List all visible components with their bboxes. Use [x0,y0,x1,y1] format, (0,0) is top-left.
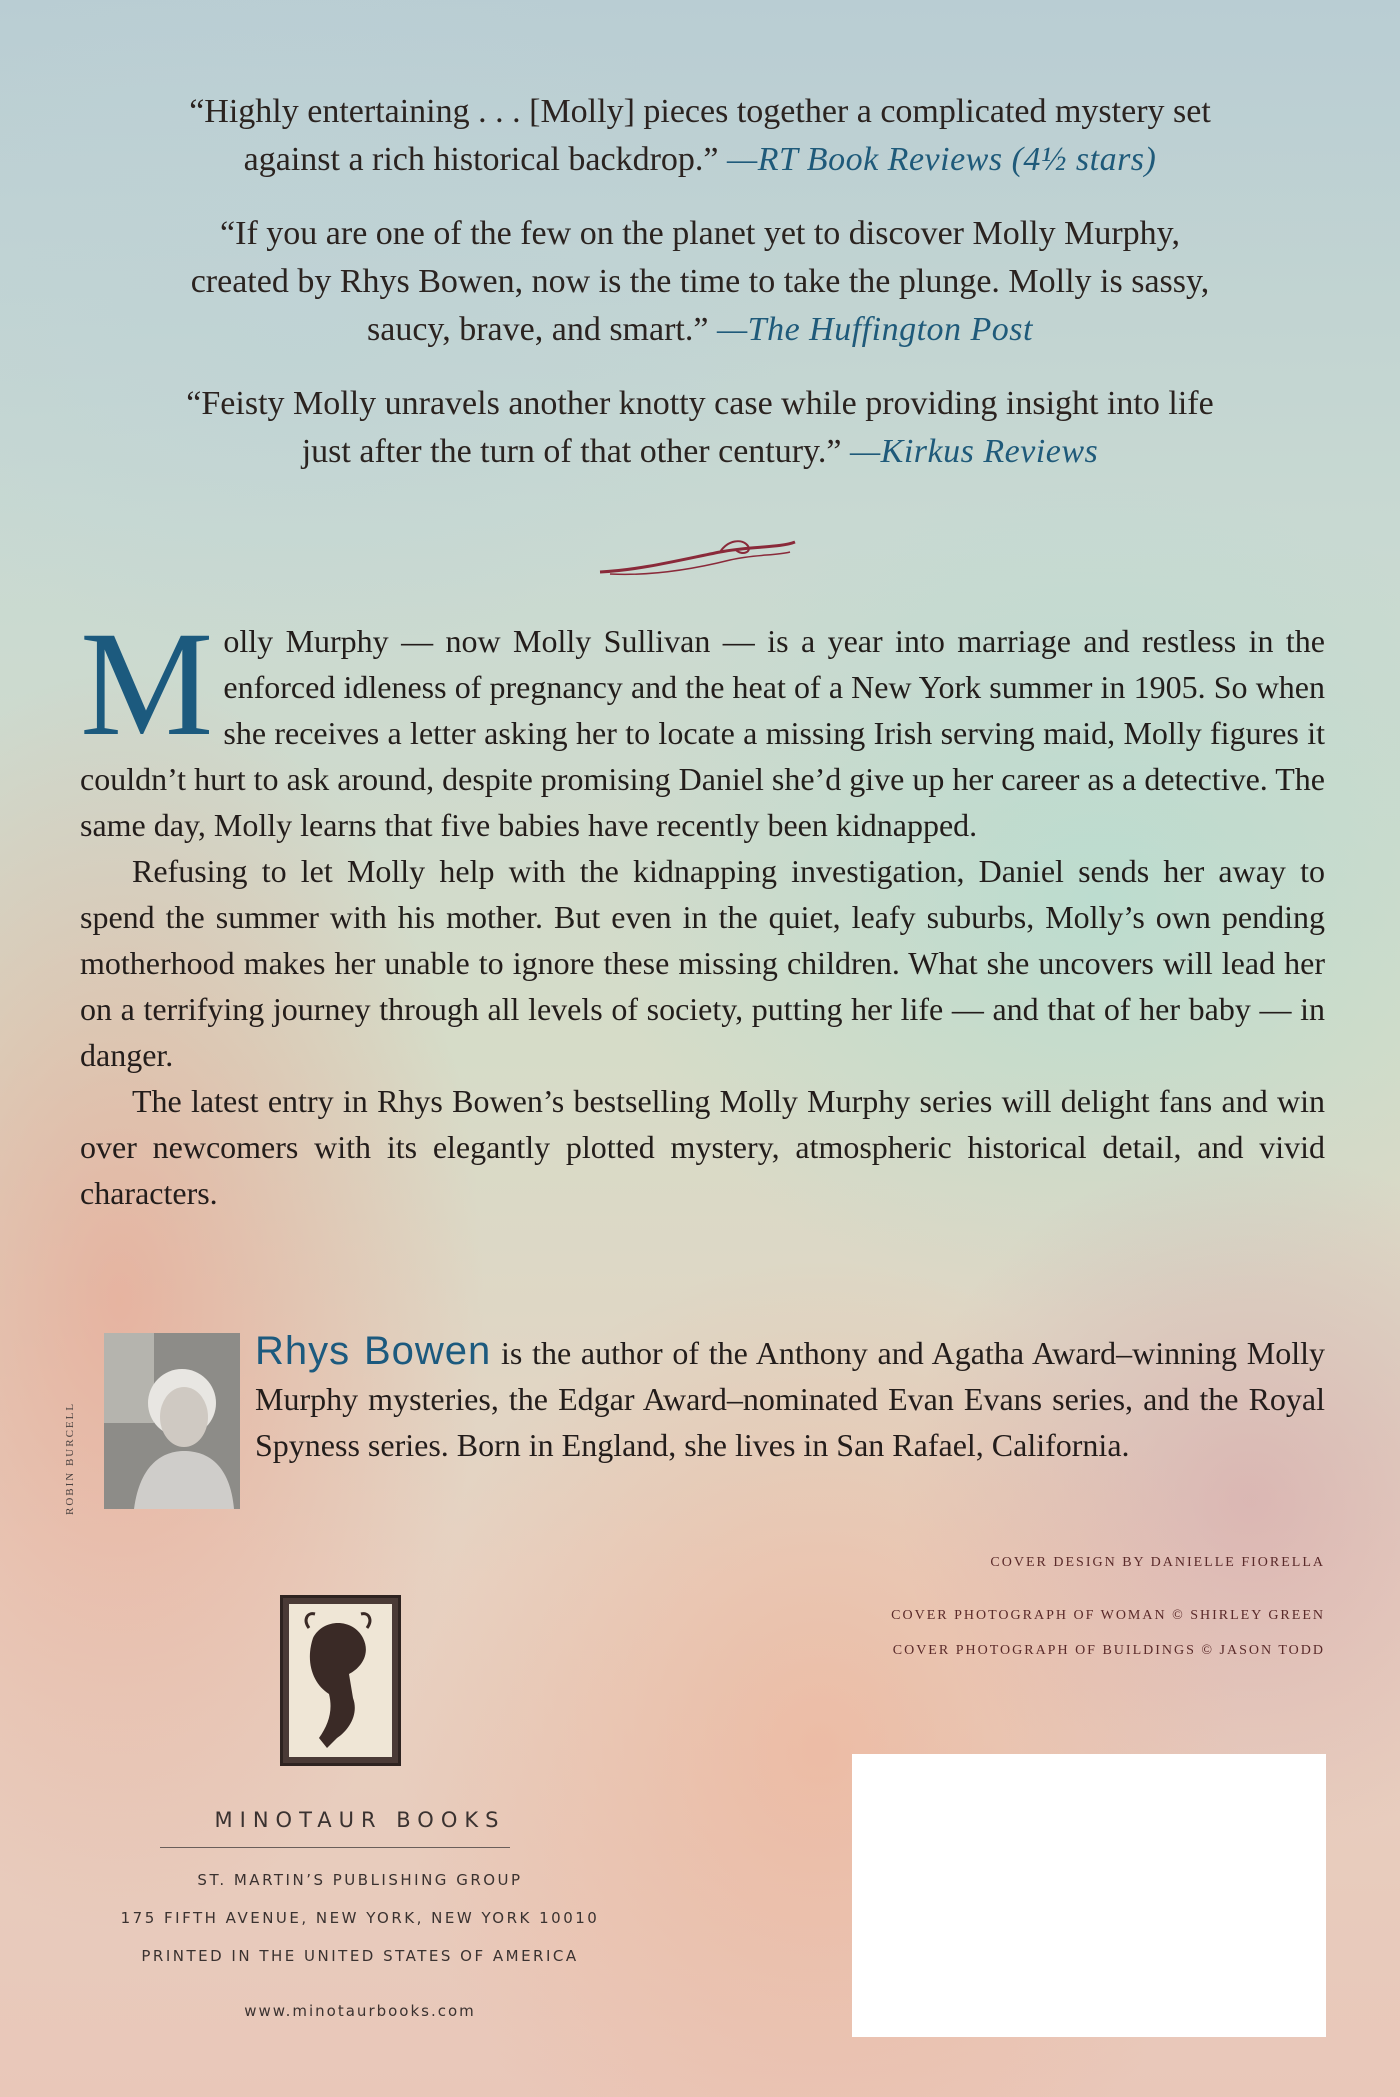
description-paragraph: The latest entry in Rhys Bowen’s bestselling Molly Murphy series will delight fans and win over newcomers with its elegantly plotted mystery, atmospheric historical detail, and vivid characters. [80,1083,1325,1211]
cover-photo-woman-credit: COVER PHOTOGRAPH OF WOMAN © SHIRLEY GREEN [891,1608,1325,1623]
author-name: Rhys Bowen [255,1329,492,1373]
author-bio-text: is the author of the Anthony and Agatha Award–winning Molly Murphy mysteries, the Edgar Award–nominated Evan Evans series, and the Royal Spyness series. Born in England, she lives in San Rafael, California. [255,1335,1326,1463]
cover-photo-buildings-credit: COVER PHOTOGRAPH OF BUILDINGS © JASON TODD [892,1643,1325,1658]
quote-kirkus-reviews [80,380,1320,476]
quote-rt-book-reviews [80,88,1320,184]
drop-cap: M [80,601,214,767]
photo-credit: ROBIN BURCELL [64,1401,76,1515]
quote-attribution: —The Huffington Post [716,311,1033,348]
quote-text: saucy, brave, and smart.” [367,311,709,348]
cover-design-credit: COVER DESIGN BY DANIELLE FIORELLA [990,1555,1325,1570]
quote-text: “Highly entertaining . . . [Molly] pieces together a complicated mystery set [189,93,1211,130]
flourish-ornament [590,530,810,590]
quote-attribution: —RT Book Reviews (4½ stars) [727,141,1157,178]
review-quotes [80,88,1320,502]
publisher-address: 175 FIFTH AVENUE, NEW YORK, NEW YORK 10010 [120,1909,600,1927]
minotaur-logo [280,1595,401,1766]
author-bio [255,1328,1325,1468]
quote-text: created by Rhys Bowen, now is the time to take the plunge. Molly is sassy, [190,263,1210,300]
quote-text: against a rich historical backdrop.” [243,141,719,178]
description-paragraph: Refusing to let Molly help with the kidnapping investigation, Daniel sends her away to spend the summer with his mother. But even in the quiet, leafy suburbs, Molly’s own pending motherhood makes her unable to ignore these missing children. What she uncovers will lead her on a terrifying journey through all levels of society, putting her life — and that of her baby — in danger. [80,853,1325,1073]
quote-text: “Feisty Molly unravels another knotty case while providing insight into life [186,385,1214,422]
quote-text: “If you are one of the few on the planet yet to discover Molly Murphy, [220,215,1180,252]
quote-text: just after the turn of that other century.” [301,433,842,470]
description-paragraph [80,601,1325,848]
divider [160,1847,510,1848]
author-photo [104,1333,240,1509]
book-description [80,601,1325,1216]
quote-attribution: —Kirkus Reviews [849,433,1099,470]
publisher-group: ST. MARTIN’S PUBLISHING GROUP [197,1871,523,1889]
paragraph-text: olly Murphy — now Molly Sullivan — is a year into marriage and restless in the enforced idleness of pregnancy and the heat of a New York summer in 1905. So when she receives a letter asking her to locate a missing Irish serving maid, Molly figures it couldn’t hurt to ask around, despite promising Daniel she’d give up her career as a detective. The same day, Molly learns that five babies have recently been kidnapped. [80,623,1325,843]
barcode-area [852,1754,1326,2037]
quote-huffington-post [80,210,1320,354]
publisher-website: www.minotaurbooks.com [244,2002,476,2020]
publisher-name: MINOTAUR BOOKS [214,1808,506,1832]
printed-in: PRINTED IN THE UNITED STATES OF AMERICA [141,1947,579,1965]
